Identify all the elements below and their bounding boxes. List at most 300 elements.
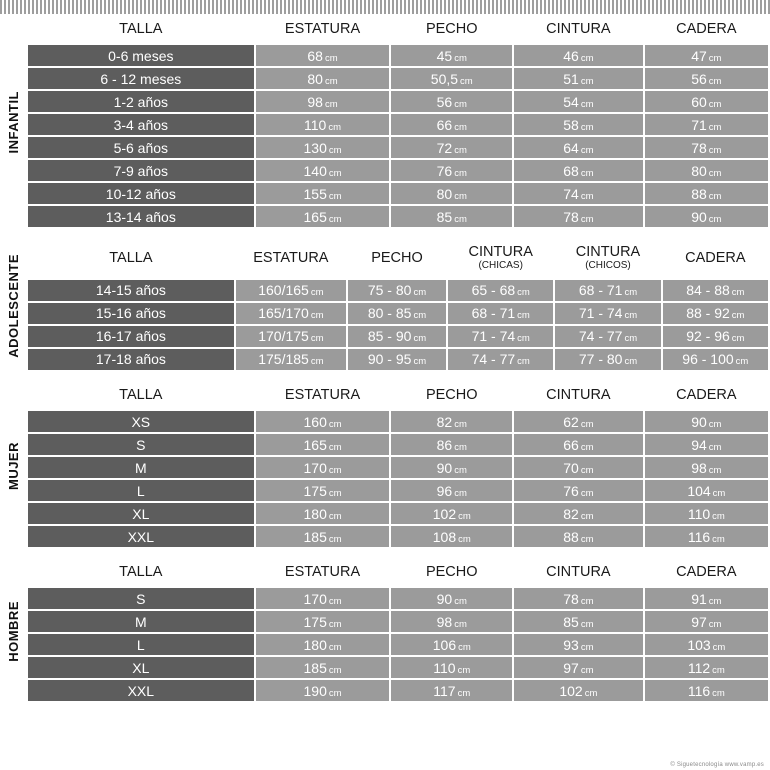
column-header <box>256 384 390 409</box>
measurement-unit: cm <box>310 310 324 322</box>
measurement-cell <box>391 183 512 204</box>
size-name-cell: S <box>28 588 254 609</box>
column-header-label: ESTATURA <box>284 386 361 403</box>
measurement-value: 85 <box>563 613 579 630</box>
measurement-cell <box>391 657 512 678</box>
measurement-unit: cm <box>731 287 745 299</box>
measurement-value: 98 <box>436 613 453 630</box>
column-header <box>256 18 390 43</box>
measurement-unit: cm <box>328 595 342 607</box>
measurement-unit: cm <box>517 356 530 368</box>
measurement-cell <box>236 303 346 324</box>
measurement-cell <box>645 160 768 181</box>
column-header <box>28 241 234 278</box>
table-row <box>28 611 768 632</box>
measurement-cell <box>645 526 768 547</box>
column-header-label: TALLA <box>109 249 153 266</box>
measurement-unit: cm <box>413 356 427 368</box>
measurement-cell <box>348 303 446 324</box>
measurement-unit: cm <box>328 618 342 630</box>
measurement-cell <box>236 349 346 370</box>
measurement-unit: cm <box>328 144 342 156</box>
column-header-label: CADERA <box>676 21 737 37</box>
measurement-value: 160 <box>303 413 327 430</box>
measurement-value: 190 <box>303 682 327 699</box>
measurement-unit: cm <box>580 595 594 607</box>
measurement-value: 116 <box>687 682 711 699</box>
column-header-label: PECHO <box>425 564 478 581</box>
column-header <box>663 241 768 278</box>
measurement-value: 170 <box>303 590 327 607</box>
measurement-value: 170/175 <box>258 328 309 345</box>
measurement-value: 80 <box>436 185 453 202</box>
group-label-cell <box>0 559 26 703</box>
size-name-cell: 15-16 años <box>28 303 234 324</box>
measurement-cell <box>645 91 768 112</box>
measurement-value: 180 <box>303 636 327 653</box>
measurement-unit: cm <box>624 310 638 322</box>
column-header-label: TALLA <box>119 386 163 403</box>
measurement-value: 91 <box>691 590 707 607</box>
measurement-value: 70 <box>563 459 579 476</box>
measurement-value: 75 - 80 <box>367 282 412 299</box>
measurement-value: 68 <box>307 47 323 64</box>
measurement-value: 185 <box>303 659 327 676</box>
size-name-cell: 0-6 meses <box>28 45 254 66</box>
measurement-cell <box>348 280 446 301</box>
column-header <box>645 384 768 409</box>
measurement-cell <box>555 280 660 301</box>
measurement-unit: cm <box>712 641 726 653</box>
measurement-unit: cm <box>454 190 467 202</box>
table-row <box>28 634 768 655</box>
measurement-value: 130 <box>303 139 327 156</box>
measurement-cell <box>514 503 643 524</box>
measurement-cell <box>391 680 512 701</box>
measurement-cell <box>514 634 643 655</box>
measurement-cell <box>645 45 768 66</box>
measurement-value: 64 <box>563 139 579 156</box>
table-wrapper <box>26 382 770 549</box>
column-header <box>514 18 643 43</box>
measurement-cell <box>514 206 643 227</box>
measurement-value: 88 <box>563 528 579 545</box>
measurement-value: 72 <box>436 139 453 156</box>
measurement-unit: cm <box>454 144 467 156</box>
measurement-value: 90 - 95 <box>367 351 412 368</box>
column-header <box>28 384 254 409</box>
measurement-value: 92 - 96 <box>686 328 730 345</box>
column-header-label: CINTURA <box>575 244 641 261</box>
measurement-value: 86 <box>436 436 453 453</box>
measurement-value: 68 <box>563 162 579 179</box>
measurement-cell <box>256 45 390 66</box>
measurement-cell <box>391 160 512 181</box>
measurement-cell <box>391 411 512 432</box>
column-header-label: PECHO <box>425 386 478 403</box>
column-header <box>391 561 512 586</box>
measurement-unit: cm <box>735 356 749 368</box>
measurement-value: 78 <box>563 208 579 225</box>
measurement-unit: cm <box>580 641 594 653</box>
measurement-value: 51 <box>563 70 579 87</box>
measurement-value: 74 <box>563 185 579 202</box>
measurement-unit: cm <box>580 441 594 453</box>
size-table <box>26 382 770 549</box>
measurement-unit: cm <box>324 75 338 87</box>
measurement-cell <box>645 411 768 432</box>
measurement-cell <box>256 91 390 112</box>
table-row <box>28 68 768 89</box>
column-header-label: TALLA <box>119 21 163 37</box>
measurement-value: 50,5 <box>430 70 459 87</box>
measurement-cell <box>645 611 768 632</box>
measurement-unit: cm <box>458 510 471 522</box>
measurement-unit: cm <box>517 333 530 345</box>
measurement-unit: cm <box>708 441 722 453</box>
measurement-cell <box>514 526 643 547</box>
measurement-value: 58 <box>563 116 579 133</box>
measurement-cell <box>514 137 643 158</box>
measurement-value: 62 <box>563 413 579 430</box>
measurement-value: 175 <box>303 613 327 630</box>
measurement-value: 165 <box>303 208 327 225</box>
measurement-unit: cm <box>580 98 594 110</box>
column-header-label: ESTATURA <box>284 21 361 37</box>
table-header-row <box>28 384 768 409</box>
measurement-value: 110 <box>304 116 327 133</box>
column-header <box>514 561 643 586</box>
measurement-unit: cm <box>708 418 722 430</box>
measurement-cell <box>663 280 768 301</box>
size-table <box>26 239 770 372</box>
measurement-cell <box>256 657 390 678</box>
measurement-unit: cm <box>328 533 342 545</box>
measurement-cell <box>391 457 512 478</box>
measurement-cell <box>391 114 512 135</box>
measurement-cell <box>645 137 768 158</box>
measurement-unit: cm <box>517 287 530 299</box>
measurement-value: 74 - 77 <box>578 328 623 345</box>
measurement-value: 60 <box>691 93 707 110</box>
measurement-unit: cm <box>708 98 722 110</box>
size-name-cell: S <box>28 434 254 455</box>
measurement-value: 165/170 <box>258 305 309 322</box>
column-header <box>391 384 512 409</box>
column-header-label: CINTURA <box>546 386 611 403</box>
column-header <box>645 18 768 43</box>
column-header <box>645 561 768 586</box>
group-label-cell <box>0 16 26 229</box>
measurement-cell <box>448 280 553 301</box>
measurement-value: 175 <box>303 482 327 499</box>
measurement-unit: cm <box>460 75 473 87</box>
measurement-unit: cm <box>454 618 467 630</box>
measurement-unit: cm <box>712 664 725 676</box>
measurement-cell <box>236 280 346 301</box>
measurement-cell <box>514 91 643 112</box>
measurement-cell <box>256 680 390 701</box>
measurement-value: 94 <box>691 436 707 453</box>
measurement-value: 85 - 90 <box>367 328 412 345</box>
measurement-value: 106 <box>432 636 457 653</box>
column-header <box>28 561 254 586</box>
table-row <box>28 349 768 370</box>
size-name-cell: M <box>28 457 254 478</box>
measurement-value: 71 - 74 <box>578 305 623 322</box>
size-table <box>26 559 770 703</box>
measurement-value: 185 <box>303 528 327 545</box>
measurement-unit: cm <box>328 213 342 225</box>
measurement-value: 54 <box>563 93 579 110</box>
size-name-cell: 1-2 años <box>28 91 254 112</box>
measurement-unit: cm <box>328 641 342 653</box>
measurement-unit: cm <box>454 52 467 64</box>
measurement-cell <box>256 434 390 455</box>
measurement-value: 155 <box>303 185 327 202</box>
column-header <box>514 384 643 409</box>
measurement-unit: cm <box>708 167 722 179</box>
measurement-cell <box>448 326 553 347</box>
measurement-unit: cm <box>580 144 594 156</box>
measurement-value: 97 <box>563 659 579 676</box>
group-label: ADOLESCENTE <box>5 253 21 358</box>
measurement-cell <box>514 434 643 455</box>
measurement-unit: cm <box>310 356 324 368</box>
measurement-unit: cm <box>731 310 745 322</box>
measurement-unit: cm <box>328 664 342 676</box>
table-header-row <box>28 561 768 586</box>
measurement-value: 76 <box>436 162 453 179</box>
column-header <box>256 561 390 586</box>
measurement-cell <box>256 411 390 432</box>
measurement-cell <box>256 160 390 181</box>
measurement-unit: cm <box>708 52 722 64</box>
measurement-unit: cm <box>454 441 467 453</box>
measurement-value: 102 <box>559 682 583 699</box>
measurement-value: 88 - 92 <box>686 305 730 322</box>
measurement-unit: cm <box>624 333 638 345</box>
measurement-unit: cm <box>731 333 745 345</box>
size-name-cell: 5-6 años <box>28 137 254 158</box>
measurement-cell <box>256 526 390 547</box>
measurement-unit: cm <box>454 595 467 607</box>
measurement-value: 98 <box>691 459 707 476</box>
measurement-unit: cm <box>310 333 324 345</box>
measurement-value: 66 <box>563 436 579 453</box>
measurement-value: 88 <box>691 185 707 202</box>
size-block-adolescente <box>0 239 770 372</box>
measurement-value: 108 <box>432 528 457 545</box>
table-row <box>28 588 768 609</box>
measurement-value: 47 <box>691 47 707 64</box>
measurement-unit: cm <box>624 356 638 368</box>
measurement-cell <box>514 657 643 678</box>
column-header-label: ESTATURA <box>253 249 329 266</box>
measurement-cell <box>663 303 768 324</box>
measurement-value: 102 <box>432 505 457 522</box>
table-row <box>28 91 768 112</box>
column-header-label: CINTURA <box>546 564 611 581</box>
torn-paper-edge-decoration <box>0 0 770 14</box>
table-wrapper <box>26 559 770 703</box>
measurement-value: 110 <box>433 659 456 676</box>
size-name-cell: XL <box>28 657 254 678</box>
measurement-unit: cm <box>517 310 530 322</box>
measurement-unit: cm <box>580 618 594 630</box>
measurement-value: 90 <box>691 208 707 225</box>
measurement-cell <box>514 588 643 609</box>
size-tables-container <box>0 16 770 713</box>
table-row <box>28 280 768 301</box>
column-header-label: PECHO <box>425 21 478 37</box>
measurement-value: 46 <box>563 47 579 64</box>
measurement-value: 116 <box>687 528 711 545</box>
column-header <box>348 241 446 278</box>
measurement-value: 65 - 68 <box>471 282 516 299</box>
measurement-cell <box>555 303 660 324</box>
measurement-unit: cm <box>580 418 594 430</box>
measurement-value: 78 <box>691 139 707 156</box>
measurement-unit: cm <box>708 75 722 87</box>
measurement-cell <box>391 68 512 89</box>
measurement-unit: cm <box>413 310 427 322</box>
column-header-label: CINTURA <box>468 244 533 261</box>
measurement-unit: cm <box>458 641 471 653</box>
measurement-unit: cm <box>580 533 594 545</box>
measurement-cell <box>256 114 390 135</box>
measurement-value: 68 - 71 <box>578 282 623 299</box>
measurement-cell <box>391 634 512 655</box>
size-name-cell: 6 - 12 meses <box>28 68 254 89</box>
measurement-value: 97 <box>691 613 707 630</box>
table-header-row <box>28 18 768 43</box>
measurement-value: 96 <box>436 482 453 499</box>
size-name-cell: L <box>28 634 254 655</box>
measurement-unit: cm <box>708 213 722 225</box>
measurement-cell <box>256 503 390 524</box>
measurement-cell <box>645 183 768 204</box>
measurement-unit: cm <box>457 687 471 699</box>
measurement-value: 85 <box>436 208 453 225</box>
measurement-unit: cm <box>712 510 725 522</box>
measurement-value: 71 <box>691 116 707 133</box>
column-header-label: CADERA <box>685 249 746 266</box>
measurement-value: 80 <box>307 70 323 87</box>
measurement-cell <box>663 349 768 370</box>
measurement-unit: cm <box>328 190 342 202</box>
measurement-unit: cm <box>454 98 467 110</box>
measurement-value: 160/165 <box>258 282 309 299</box>
measurement-cell <box>256 206 390 227</box>
measurement-cell <box>514 45 643 66</box>
measurement-unit: cm <box>584 687 598 699</box>
measurement-unit: cm <box>580 167 594 179</box>
measurement-unit: cm <box>708 144 722 156</box>
measurement-value: 45 <box>436 47 453 64</box>
measurement-cell <box>256 68 390 89</box>
measurement-unit: cm <box>712 487 726 499</box>
measurement-value: 56 <box>691 70 707 87</box>
measurement-cell <box>448 303 553 324</box>
column-header <box>391 18 512 43</box>
measurement-unit: cm <box>580 510 594 522</box>
size-table <box>26 16 770 229</box>
column-header-label: PECHO <box>371 249 423 266</box>
column-header <box>28 18 254 43</box>
measurement-unit: cm <box>454 121 467 133</box>
column-header-sublabel: (CHICOS) <box>585 260 631 272</box>
measurement-value: 112 <box>687 659 711 676</box>
measurement-unit: cm <box>708 121 722 133</box>
measurement-value: 96 - 100 <box>682 351 734 368</box>
size-name-cell: 16-17 años <box>28 326 234 347</box>
measurement-cell <box>391 503 512 524</box>
group-label: HOMBRE <box>5 600 21 662</box>
measurement-unit: cm <box>413 287 427 299</box>
size-name-cell: 13-14 años <box>28 206 254 227</box>
column-header <box>448 241 553 278</box>
measurement-cell <box>391 45 512 66</box>
measurement-cell <box>645 634 768 655</box>
table-row <box>28 183 768 204</box>
group-label: INFANTIL <box>5 91 21 154</box>
measurement-value: 84 - 88 <box>686 282 730 299</box>
measurement-cell <box>256 137 390 158</box>
measurement-unit: cm <box>580 121 594 133</box>
measurement-value: 175/185 <box>258 351 309 368</box>
table-row <box>28 326 768 347</box>
measurement-cell <box>391 611 512 632</box>
size-name-cell: XXL <box>28 526 254 547</box>
measurement-cell <box>645 68 768 89</box>
table-row <box>28 206 768 227</box>
group-label: MUJER <box>5 441 21 490</box>
measurement-unit: cm <box>328 441 342 453</box>
table-row <box>28 457 768 478</box>
size-block-hombre <box>0 559 770 703</box>
measurement-unit: cm <box>708 190 722 202</box>
measurement-unit: cm <box>712 687 725 699</box>
size-name-cell: XL <box>28 503 254 524</box>
measurement-value: 77 - 80 <box>578 351 623 368</box>
measurement-value: 98 <box>307 93 323 110</box>
measurement-cell <box>514 480 643 501</box>
measurement-cell <box>514 114 643 135</box>
group-label-cell <box>0 382 26 549</box>
measurement-unit: cm <box>310 287 324 299</box>
measurement-value: 93 <box>563 636 579 653</box>
measurement-unit: cm <box>580 213 594 225</box>
measurement-cell <box>391 434 512 455</box>
measurement-value: 56 <box>436 93 453 110</box>
measurement-unit: cm <box>454 464 467 476</box>
measurement-cell <box>514 680 643 701</box>
measurement-cell <box>256 588 390 609</box>
measurement-cell <box>391 526 512 547</box>
measurement-unit: cm <box>580 190 594 202</box>
measurement-cell <box>645 657 768 678</box>
measurement-value: 74 - 77 <box>471 351 516 368</box>
size-block-mujer <box>0 382 770 549</box>
size-block-infantil <box>0 16 770 229</box>
footer-credit: © Siguetecnología www.vamp.es <box>670 762 764 768</box>
column-header-sublabel: (CHICAS) <box>478 260 523 272</box>
table-wrapper <box>26 239 770 372</box>
measurement-unit: cm <box>324 52 338 64</box>
measurement-unit: cm <box>328 121 342 133</box>
table-header-row <box>28 241 768 278</box>
